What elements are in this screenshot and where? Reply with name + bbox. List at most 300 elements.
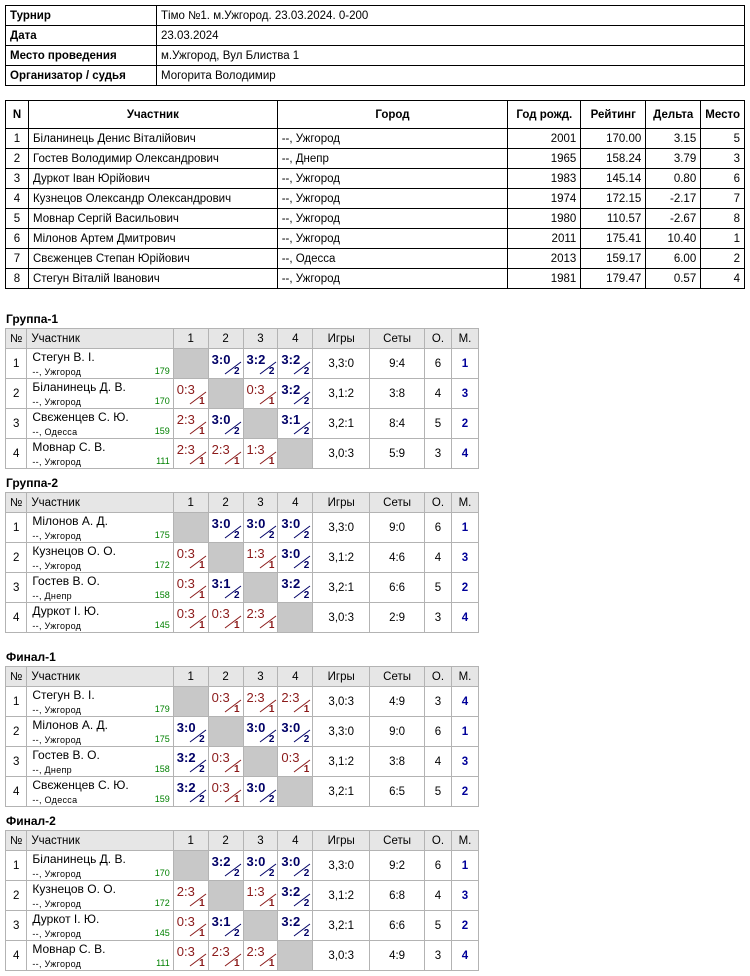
player-delta: -2.67 [646, 209, 701, 229]
match-points: 1 [233, 456, 240, 467]
match-score: 3:0 [211, 516, 231, 531]
player-name: Біланинець Денис Віталійович [28, 129, 277, 149]
match-result-cell [208, 349, 243, 379]
participant-name: Дуркот І. Ю. [32, 912, 100, 926]
participant-city: --, Ужгород [32, 929, 82, 939]
match-score: 3:0 [211, 412, 231, 427]
participant-city: --, Днепр [32, 765, 72, 775]
info-value: Могорита Володимир [157, 66, 745, 86]
group-table-final-1 [5, 666, 479, 807]
player-row [6, 129, 745, 149]
match-points: 2 [268, 794, 275, 805]
group-header-cell: 4 [278, 667, 313, 687]
participant-cell [27, 747, 173, 777]
group-header-cell: О. [425, 329, 452, 349]
place-value: 2 [451, 777, 478, 807]
games-value: 3,3:0 [313, 851, 370, 881]
match-score: 1:3 [246, 884, 265, 899]
match-result-cell [173, 439, 208, 469]
player-n: 1 [6, 129, 29, 149]
player-place: 5 [701, 129, 745, 149]
player-city: --, Ужгород [277, 269, 508, 289]
match-result-cell [278, 513, 313, 543]
match-points: 1 [268, 620, 275, 631]
row-number: 3 [6, 911, 27, 941]
match-score: 0:3 [281, 750, 300, 765]
match-points: 1 [233, 958, 240, 969]
participant-name: Мовнар С. В. [32, 942, 106, 956]
participant-cell [27, 687, 173, 717]
match-points: 1 [199, 560, 205, 571]
group-title-final-2: Финал-2 [6, 814, 56, 828]
points-value: 4 [425, 543, 452, 573]
participant-cell [27, 717, 173, 747]
player-name: Свєженцев Степан Юрійович [28, 249, 277, 269]
participant-name: Свєженцев С. Ю. [32, 778, 129, 792]
match-score: 3:2 [281, 576, 301, 591]
match-result-cell [243, 687, 278, 717]
participant-city: --, Ужгород [32, 531, 82, 541]
group-header-cell: Участник [27, 831, 173, 851]
match-result-cell [173, 717, 208, 747]
match-points: 2 [233, 590, 240, 601]
match-result-cell [173, 777, 208, 807]
diagonal-cell [243, 747, 278, 777]
match-points: 2 [268, 868, 275, 879]
group-title-2: Группа-2 [6, 476, 59, 490]
sets-value: 6:6 [370, 573, 425, 603]
match-result-cell [173, 603, 208, 633]
group-header-cell: 3 [243, 831, 278, 851]
sets-value: 4:9 [370, 687, 425, 717]
participant-rating: 145 [154, 620, 170, 630]
participant-cell [27, 439, 173, 469]
player-row [6, 169, 745, 189]
match-result-cell [208, 573, 243, 603]
players-header-cell: Дельта [646, 101, 701, 129]
row-number: 4 [6, 777, 27, 807]
player-delta: 6.00 [646, 249, 701, 269]
players-table [5, 100, 745, 289]
group-header-cell: 1 [173, 831, 208, 851]
diagonal-cell [243, 911, 278, 941]
match-points: 1 [199, 928, 205, 939]
match-score: 3:2 [246, 352, 266, 367]
participant-rating: 111 [156, 958, 170, 968]
place-value: 3 [451, 747, 478, 777]
diagonal-cell [173, 349, 208, 379]
participant-name: Гостев В. О. [32, 748, 100, 762]
match-result-cell [173, 409, 208, 439]
player-row [6, 149, 745, 169]
participant-name: Мілонов А. Д. [32, 514, 108, 528]
match-score: 2:3 [176, 442, 195, 457]
place-value: 3 [451, 543, 478, 573]
points-value: 4 [425, 747, 452, 777]
place-value: 4 [451, 603, 478, 633]
participant-rating: 145 [154, 928, 170, 938]
group-header-cell: 3 [243, 667, 278, 687]
group-header-cell: № [6, 329, 27, 349]
group-header-cell: 2 [208, 667, 243, 687]
participant-name: Кузнецов О. О. [32, 882, 116, 896]
participant-rating: 170 [154, 868, 170, 878]
group-row [6, 851, 479, 881]
player-delta: 0.57 [646, 269, 701, 289]
match-points: 1 [199, 620, 205, 631]
games-value: 3,2:1 [313, 777, 370, 807]
match-result-cell [278, 911, 313, 941]
match-points: 2 [303, 898, 310, 909]
match-score: 3:2 [281, 382, 301, 397]
player-row [6, 249, 745, 269]
points-value: 5 [425, 409, 452, 439]
group-header-cell: № [6, 493, 27, 513]
player-delta: 10.40 [646, 229, 701, 249]
row-number: 1 [6, 687, 27, 717]
info-row [6, 46, 745, 66]
player-place: 1 [701, 229, 745, 249]
group-header-row [6, 493, 479, 513]
games-value: 3,3:0 [313, 349, 370, 379]
group-header-row [6, 831, 479, 851]
match-points: 2 [233, 366, 240, 377]
player-name: Гостев Володимир Олександрович [28, 149, 277, 169]
player-rating: 172.15 [581, 189, 646, 209]
player-city: --, Одесса [277, 249, 508, 269]
match-points: 1 [199, 590, 205, 601]
participant-cell [27, 573, 173, 603]
match-score: 3:0 [246, 516, 266, 531]
group-title-1: Группа-1 [6, 312, 59, 326]
match-score: 3:2 [281, 884, 301, 899]
participant-cell [27, 941, 173, 971]
match-points: 1 [268, 958, 275, 969]
player-city: --, Днепр [277, 149, 508, 169]
points-value: 6 [425, 851, 452, 881]
match-points: 2 [199, 764, 205, 775]
group-header-cell: М. [451, 831, 478, 851]
row-number: 1 [6, 513, 27, 543]
group-header-cell: № [6, 667, 27, 687]
participant-city: --, Ужгород [32, 869, 82, 879]
diagonal-cell [208, 717, 243, 747]
match-score: 2:3 [281, 690, 300, 705]
participant-city: --, Днепр [32, 591, 72, 601]
match-points: 1 [199, 456, 205, 467]
place-value: 4 [451, 439, 478, 469]
games-value: 3,0:3 [313, 687, 370, 717]
players-header-cell: Участник [28, 101, 277, 129]
sets-value: 4:6 [370, 543, 425, 573]
group-header-cell: О. [425, 831, 452, 851]
match-result-cell [278, 573, 313, 603]
match-score: 3:0 [211, 352, 231, 367]
player-row [6, 269, 745, 289]
match-points: 1 [199, 898, 205, 909]
player-city: --, Ужгород [277, 189, 508, 209]
participant-city: --, Ужгород [32, 561, 82, 571]
match-points: 1 [268, 456, 275, 467]
points-value: 4 [425, 881, 452, 911]
match-score: 3:1 [281, 412, 301, 427]
match-points: 2 [199, 734, 205, 745]
match-points: 1 [233, 794, 240, 805]
match-result-cell [173, 881, 208, 911]
match-result-cell [278, 409, 313, 439]
participant-cell [27, 881, 173, 911]
games-value: 3,1:2 [313, 379, 370, 409]
player-rating: 170.00 [581, 129, 646, 149]
match-points: 2 [233, 928, 240, 939]
match-score: 2:3 [176, 412, 195, 427]
participant-rating: 179 [154, 366, 170, 376]
participant-city: --, Ужгород [32, 899, 82, 909]
participant-city: --, Одесса [32, 427, 78, 437]
group-header-row [6, 667, 479, 687]
row-number: 4 [6, 439, 27, 469]
player-year: 1980 [508, 209, 581, 229]
group-header-cell: 4 [278, 831, 313, 851]
group-row [6, 573, 479, 603]
participant-rating: 172 [154, 560, 170, 570]
diagonal-cell [208, 543, 243, 573]
match-points: 1 [268, 396, 275, 407]
match-score: 3:2 [176, 780, 196, 795]
participant-city: --, Ужгород [32, 705, 82, 715]
player-city: --, Ужгород [277, 169, 508, 189]
player-rating: 175.41 [581, 229, 646, 249]
match-points: 2 [303, 530, 310, 541]
player-place: 3 [701, 149, 745, 169]
match-result-cell [243, 881, 278, 911]
player-n: 2 [6, 149, 29, 169]
match-points: 1 [268, 560, 275, 571]
diagonal-cell [278, 777, 313, 807]
group-row [6, 379, 479, 409]
place-value: 2 [451, 573, 478, 603]
diagonal-cell [278, 439, 313, 469]
row-number: 4 [6, 941, 27, 971]
match-result-cell [243, 543, 278, 573]
group-header-cell: 4 [278, 329, 313, 349]
players-header-cell: Место [701, 101, 745, 129]
match-score: 3:2 [281, 352, 301, 367]
group-row [6, 941, 479, 971]
participant-rating: 179 [154, 704, 170, 714]
place-value: 3 [451, 379, 478, 409]
players-header-cell: Год рожд. [508, 101, 581, 129]
match-score: 0:3 [176, 606, 195, 621]
match-points: 2 [268, 366, 275, 377]
sets-value: 5:9 [370, 439, 425, 469]
group-row [6, 717, 479, 747]
player-place: 8 [701, 209, 745, 229]
diagonal-cell [243, 573, 278, 603]
match-score: 2:3 [211, 442, 230, 457]
group-header-cell: 1 [173, 329, 208, 349]
diagonal-cell [278, 941, 313, 971]
match-score: 0:3 [176, 914, 195, 929]
participant-cell [27, 543, 173, 573]
match-score: 0:3 [176, 944, 195, 959]
group-row [6, 439, 479, 469]
match-points: 1 [233, 764, 240, 775]
player-name: Стегун Віталій Іванович [28, 269, 277, 289]
match-points: 1 [303, 764, 310, 775]
player-year: 1981 [508, 269, 581, 289]
points-value: 6 [425, 513, 452, 543]
match-points: 2 [268, 734, 275, 745]
match-result-cell [208, 911, 243, 941]
match-result-cell [173, 379, 208, 409]
player-n: 3 [6, 169, 29, 189]
match-result-cell [208, 603, 243, 633]
player-delta: 0.80 [646, 169, 701, 189]
match-points: 1 [303, 704, 310, 715]
match-score: 3:1 [211, 576, 231, 591]
participant-cell [27, 603, 173, 633]
match-result-cell [278, 747, 313, 777]
player-n: 5 [6, 209, 29, 229]
group-row [6, 603, 479, 633]
participant-name: Свєженцев С. Ю. [32, 410, 129, 424]
sets-value: 9:2 [370, 851, 425, 881]
group-row [6, 543, 479, 573]
match-score: 0:3 [211, 690, 230, 705]
player-rating: 159.17 [581, 249, 646, 269]
row-number: 3 [6, 409, 27, 439]
match-score: 3:2 [281, 914, 301, 929]
row-number: 2 [6, 881, 27, 911]
match-score: 3:2 [211, 854, 231, 869]
player-name: Мілонов Артем Дмитрович [28, 229, 277, 249]
group-header-cell: № [6, 831, 27, 851]
group-header-cell: Игры [313, 493, 370, 513]
match-points: 2 [303, 734, 310, 745]
group-table-2 [5, 492, 479, 633]
sets-value: 6:5 [370, 777, 425, 807]
row-number: 1 [6, 851, 27, 881]
diagonal-cell [208, 881, 243, 911]
info-label: Дата [6, 26, 157, 46]
group-header-cell: 1 [173, 493, 208, 513]
sets-value: 3:8 [370, 379, 425, 409]
info-row [6, 26, 745, 46]
points-value: 6 [425, 349, 452, 379]
match-result-cell [208, 687, 243, 717]
player-year: 2013 [508, 249, 581, 269]
points-value: 3 [425, 603, 452, 633]
group-header-row [6, 329, 479, 349]
match-score: 3:0 [246, 720, 266, 735]
sets-value: 3:8 [370, 747, 425, 777]
participant-name: Біланинець Д. В. [32, 380, 126, 394]
player-year: 2001 [508, 129, 581, 149]
match-points: 2 [233, 426, 240, 437]
participant-cell [27, 349, 173, 379]
points-value: 5 [425, 777, 452, 807]
group-header-cell: Участник [27, 667, 173, 687]
info-label: Организатор / судья [6, 66, 157, 86]
players-header-row [6, 101, 745, 129]
participant-rating: 158 [154, 764, 170, 774]
games-value: 3,1:2 [313, 881, 370, 911]
games-value: 3,2:1 [313, 911, 370, 941]
participant-rating: 159 [154, 426, 170, 436]
participant-city: --, Ужгород [32, 367, 82, 377]
player-place: 4 [701, 269, 745, 289]
sets-value: 6:6 [370, 911, 425, 941]
participant-rating: 175 [154, 734, 170, 744]
group-row [6, 513, 479, 543]
participant-city: --, Ужгород [32, 397, 82, 407]
games-value: 3,3:0 [313, 513, 370, 543]
sets-value: 4:9 [370, 941, 425, 971]
info-value: м.Ужгород, Вул Блиства 1 [157, 46, 745, 66]
player-rating: 110.57 [581, 209, 646, 229]
match-points: 1 [199, 426, 205, 437]
participant-city: --, Ужгород [32, 621, 82, 631]
player-rating: 179.47 [581, 269, 646, 289]
group-header-cell: 2 [208, 329, 243, 349]
participant-rating: 172 [154, 898, 170, 908]
match-points: 2 [303, 590, 310, 601]
player-city: --, Ужгород [277, 229, 508, 249]
match-result-cell [173, 747, 208, 777]
match-result-cell [208, 409, 243, 439]
match-score: 3:2 [176, 750, 196, 765]
match-result-cell [208, 439, 243, 469]
group-header-cell: М. [451, 329, 478, 349]
players-header-cell: Рейтинг [581, 101, 646, 129]
player-name: Дуркот Іван Юрійович [28, 169, 277, 189]
match-result-cell [208, 777, 243, 807]
info-value: 23.03.2024 [157, 26, 745, 46]
match-result-cell [278, 717, 313, 747]
match-score: 0:3 [211, 780, 230, 795]
match-score: 0:3 [176, 382, 195, 397]
match-score: 0:3 [211, 750, 230, 765]
group-row [6, 777, 479, 807]
group-header-cell: 3 [243, 493, 278, 513]
group-header-cell: М. [451, 493, 478, 513]
player-city: --, Ужгород [277, 209, 508, 229]
match-result-cell [243, 851, 278, 881]
row-number: 1 [6, 349, 27, 379]
participant-name: Біланинець Д. В. [32, 852, 126, 866]
group-table-final-2 [5, 830, 479, 971]
player-place: 7 [701, 189, 745, 209]
match-result-cell [173, 543, 208, 573]
sets-value: 9:0 [370, 513, 425, 543]
player-name: Кузнецов Олександр Олександрович [28, 189, 277, 209]
info-label: Место проведения [6, 46, 157, 66]
participant-rating: 111 [156, 456, 170, 466]
participant-name: Дуркот І. Ю. [32, 604, 100, 618]
match-score: 0:3 [176, 576, 195, 591]
games-value: 3,1:2 [313, 747, 370, 777]
group-header-cell: О. [425, 667, 452, 687]
points-value: 3 [425, 439, 452, 469]
place-value: 1 [451, 717, 478, 747]
player-rating: 145.14 [581, 169, 646, 189]
player-n: 4 [6, 189, 29, 209]
info-row [6, 6, 745, 26]
info-label: Турнир [6, 6, 157, 26]
games-value: 3,1:2 [313, 543, 370, 573]
group-row [6, 911, 479, 941]
